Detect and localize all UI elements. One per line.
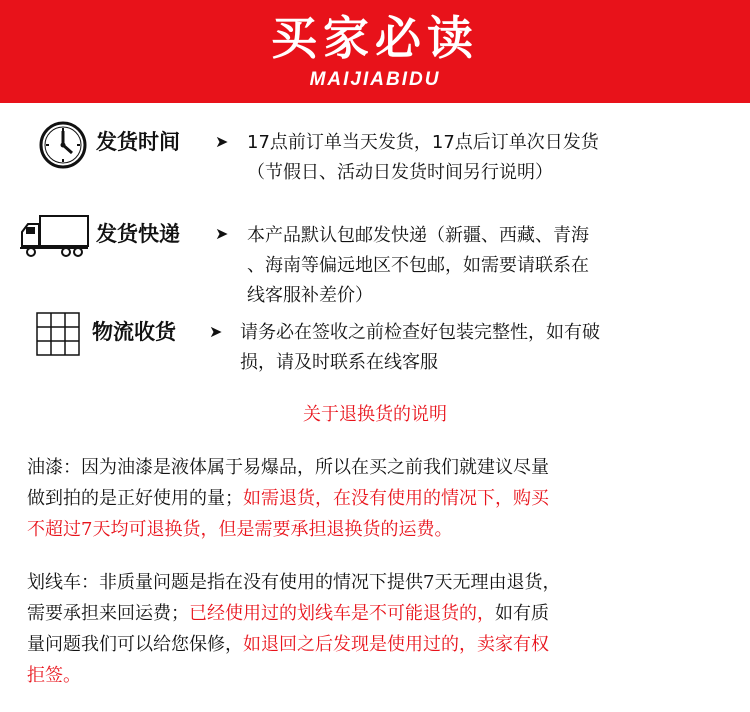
banner-subtitle: MAIJIABIDU bbox=[309, 69, 441, 90]
info-row-shipping-time bbox=[0, 118, 750, 198]
header-banner bbox=[0, 0, 750, 103]
arrow-icon: ➤ bbox=[209, 322, 223, 341]
paragraph-line: 量问题我们可以给您保修，如退回之后发现是使用过的，卖家有权 bbox=[27, 634, 549, 655]
info-row-courier bbox=[0, 208, 750, 308]
row-label: 发货时间 bbox=[96, 130, 180, 154]
arrow-icon: ➤ bbox=[215, 132, 229, 151]
row-description: 17点前订单当天发货，17点后订单次日发货 （节假日、活动日发货时间另行说明） bbox=[247, 132, 599, 183]
paragraph-line: 拒签。 bbox=[27, 665, 81, 686]
cutter-returns-paragraph bbox=[27, 567, 727, 691]
clock-icon bbox=[38, 120, 88, 174]
row-description: 请务必在签收之前检查好包装完整性，如有破 损，请及时联系在线客服 bbox=[240, 322, 600, 373]
row-description: 本产品默认包邮发快递（新疆、西藏、青海 、海南等偏远地区不包邮，如需要请联系在 线客服补差价） bbox=[247, 225, 589, 306]
grid-icon bbox=[36, 312, 80, 360]
paragraph-line: 不超过7天均可退换货，但是需要承担退换货的运费。 bbox=[27, 519, 453, 540]
paragraph-line: 做到拍的是正好使用的量；如需退货，在没有使用的情况下，购买 bbox=[27, 488, 549, 509]
paint-returns-paragraph bbox=[27, 452, 727, 545]
row-label: 物流收货 bbox=[92, 320, 176, 344]
row-label: 发货快递 bbox=[96, 222, 180, 246]
paragraph-line: 划线车：非质量问题是指在没有使用的情况下提供7天无理由退货， bbox=[27, 572, 561, 593]
banner-title: 买家必读 bbox=[271, 11, 479, 65]
info-row-receiving bbox=[0, 310, 750, 380]
paragraph-line: 需要承担来回运费；已经使用过的划线车是不可能退货的，如有质 bbox=[27, 603, 549, 624]
returns-heading: 关于退换货的说明 bbox=[303, 404, 447, 425]
arrow-icon: ➤ bbox=[215, 224, 229, 243]
paragraph-line: 油漆：因为油漆是液体属于易爆品，所以在买之前我们就建议尽量 bbox=[27, 457, 549, 478]
truck-icon bbox=[18, 214, 90, 262]
